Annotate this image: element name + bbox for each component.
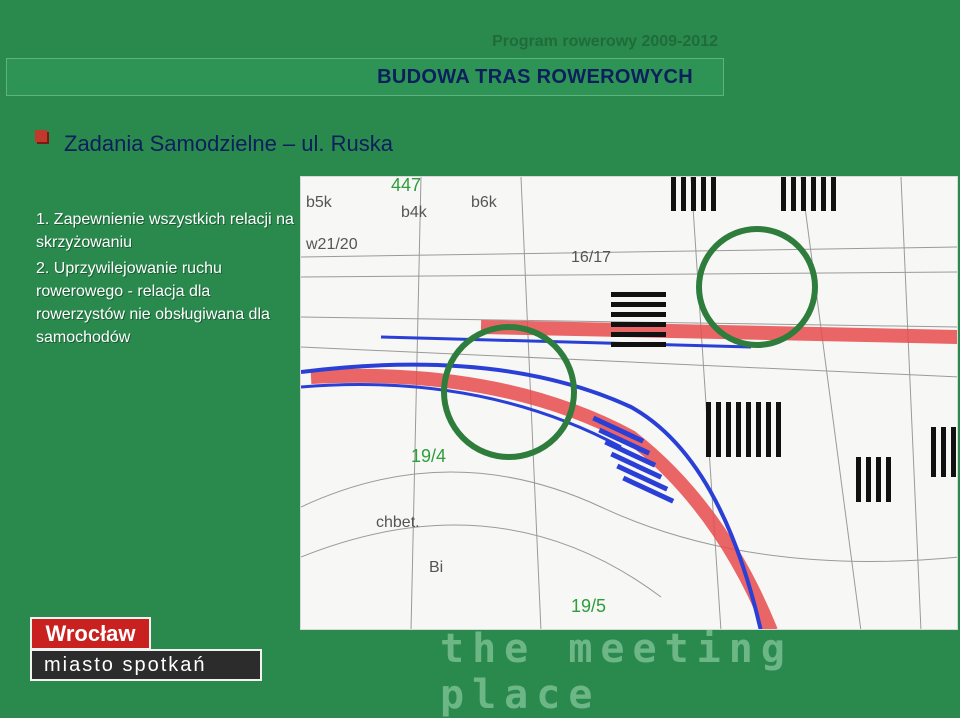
map-label-19-4: 19/4 — [411, 446, 447, 466]
map-label-b6k: b6k — [471, 194, 497, 211]
section-heading: Zadania Samodzielne – ul. Ruska — [64, 131, 393, 156]
title-bar — [6, 58, 724, 96]
map-label-b5k: b5k — [306, 194, 332, 211]
map-label-bi: Bi — [429, 559, 444, 576]
bullet-icon — [35, 130, 47, 142]
blue-lane-main — [381, 337, 751, 347]
map-label-19-5: 19/5 — [571, 596, 607, 616]
wroclaw-logo: Wrocław — [30, 617, 151, 650]
task-list — [36, 208, 298, 352]
map-label-chbet: chbet. — [376, 514, 420, 531]
city-tagline-logo: miasto spotkań — [30, 649, 262, 681]
map-label-w21-20: w21/20 — [306, 236, 358, 253]
program-label: Program rowerowy 2009-2012 — [492, 33, 718, 50]
slogan: the meeting place — [440, 626, 793, 718]
map-label-16-17: 16/17 — [571, 249, 612, 266]
map-drawing — [301, 177, 958, 630]
list-item: 1. Zapewnienie wszystkich relacji na skrzyżowaniu — [36, 211, 294, 251]
page-title: BUDOWA TRAS ROWEROWYCH — [377, 66, 693, 88]
map-label-b4k: b4k — [401, 204, 427, 221]
top-bar — [0, 0, 960, 30]
intersection-map — [300, 176, 958, 630]
map-label-447: 447 — [391, 177, 422, 195]
list-item: 2. Uprzywilejowanie ruchu rowerowego - relacja dla rowerzystów nie obsługiwana dla samochodów — [36, 260, 270, 346]
